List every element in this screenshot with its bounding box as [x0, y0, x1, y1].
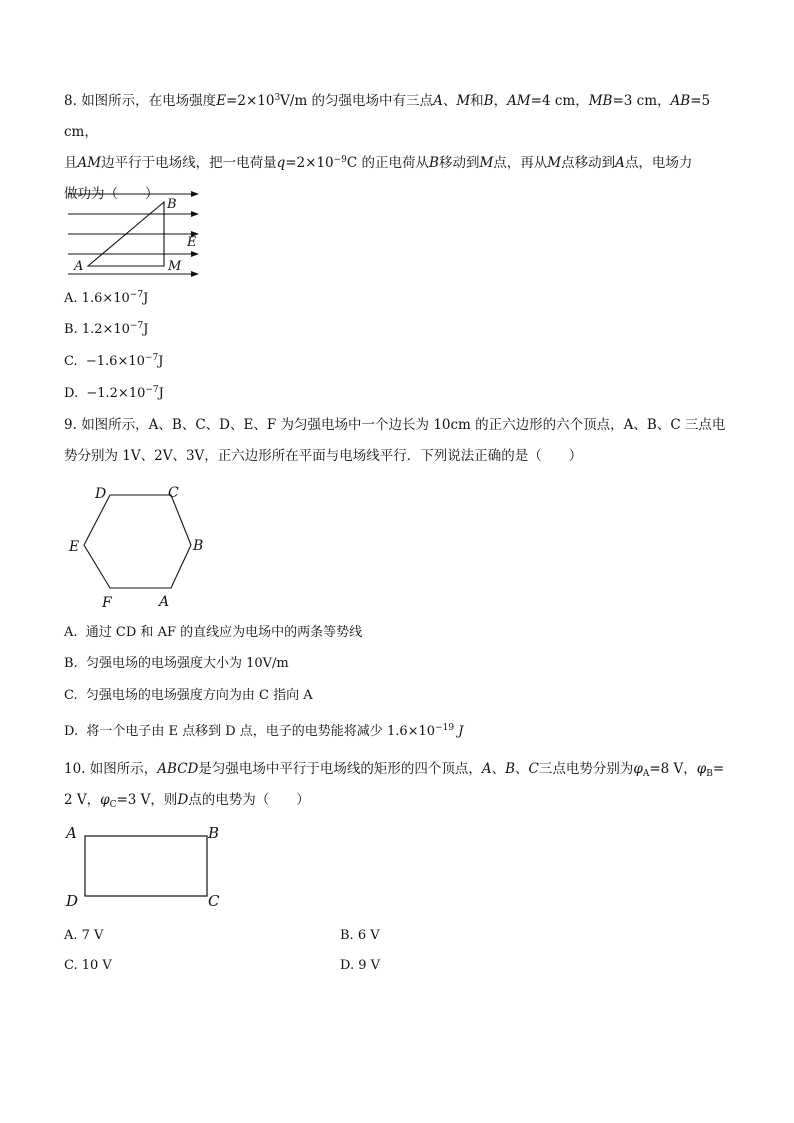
q10-var: φ: [633, 761, 643, 777]
label-e: E: [187, 235, 197, 250]
option-unit: J: [158, 354, 164, 369]
option-letter: B.: [64, 322, 78, 337]
q10-text-seg: 点的电势为（ ）: [188, 792, 310, 808]
q8-var: M: [547, 155, 562, 171]
q10-option-d[interactable]: [340, 956, 380, 976]
q10-subscript: B: [706, 769, 713, 779]
q8-text-seg: 点移动到: [561, 155, 616, 171]
option-exponent: −19: [435, 723, 455, 733]
q8-var: M: [456, 93, 471, 109]
q8-var: AB: [670, 93, 691, 109]
option-unit: J: [143, 322, 149, 337]
q8-var: MB: [588, 93, 613, 109]
label-a: A: [74, 259, 84, 274]
q8-text-seg: 点，电场力: [624, 155, 693, 171]
label-a: A: [66, 824, 77, 842]
question-number: 9.: [64, 417, 77, 433]
q10-var: φ: [696, 761, 707, 777]
label-a: A: [159, 594, 170, 610]
q8-text-seg: C 的正电荷从: [346, 155, 430, 171]
option-letter: D.: [64, 386, 79, 401]
label-m: M: [168, 259, 182, 274]
q10-text-seg: =: [712, 761, 725, 777]
hexagon: [84, 495, 191, 588]
q8-var: AM: [77, 155, 102, 171]
q8-field-figure: [60, 188, 210, 280]
option-value: 1.6×10: [81, 291, 130, 306]
q8-var: A: [615, 155, 625, 171]
q10-text-seg: 、: [491, 761, 506, 777]
q10-text-seg: 、: [515, 761, 529, 777]
label-e: E: [69, 539, 80, 555]
q10-var: ABCD: [157, 761, 199, 777]
q8-text-seg: =2×10: [226, 93, 275, 109]
option-text: B. 6 V: [340, 928, 380, 943]
label-c: C: [208, 892, 220, 910]
q9-option-a[interactable]: [64, 623, 362, 643]
q8-text-seg: 做功为（ ）: [64, 186, 159, 202]
q8-text-seg: V/m 的匀强电场中有三点: [280, 93, 434, 109]
option-value: −1.6×10: [85, 354, 145, 369]
option-value: −1.2×10: [86, 386, 146, 401]
option-text: 匀强电场的电场强度大小为 10V/m: [85, 656, 289, 671]
question-9-text: [64, 410, 744, 472]
q8-exponent: 3: [274, 93, 281, 103]
q10-var: φ: [100, 792, 110, 808]
q8-text-seg: =3 cm，: [612, 93, 671, 109]
q8-text-seg: 边平行于电场线，把一电荷量: [101, 155, 277, 171]
q8-option-a[interactable]: [64, 289, 148, 309]
q10-var: C: [528, 761, 539, 777]
q9-option-d[interactable]: [64, 722, 463, 742]
option-unit: J: [158, 386, 164, 401]
q10-text-seg: 三点电势分别为: [538, 761, 634, 777]
q8-text-seg: 且: [64, 155, 78, 171]
label-d: D: [95, 486, 107, 502]
q10-var: B: [505, 761, 516, 777]
option-text: A. 7 V: [64, 928, 104, 943]
option-letter: B.: [64, 656, 78, 671]
q8-var: A: [433, 93, 443, 109]
q8-text-seg: 和: [470, 93, 484, 109]
q9-line: 势分别为 1V、2V、3V，正六边形所在平面与电场线平行．下列说法正确的是（ ）: [64, 448, 583, 464]
label-b: B: [208, 824, 220, 842]
option-unit: J: [458, 724, 464, 739]
question-number: 8.: [64, 93, 77, 109]
q10-var: D: [177, 792, 189, 808]
option-text: D. 9 V: [340, 958, 381, 973]
q8-text-seg: 移动到: [438, 155, 480, 171]
option-exponent: −7: [129, 321, 144, 331]
q10-rectangle-figure: [62, 822, 232, 914]
q10-option-b[interactable]: [340, 926, 380, 946]
option-text: 将一个电子由 E 点移到 D 点，电子的电势能将减少: [86, 724, 383, 739]
q8-text-seg: ，: [493, 93, 508, 109]
option-letter: A.: [64, 291, 78, 306]
q10-option-c[interactable]: [64, 956, 112, 976]
q8-var: B: [429, 155, 439, 171]
q10-option-a[interactable]: [64, 926, 103, 946]
option-text: 通过 CD 和 AF 的直线应为电场中的两条等势线: [85, 625, 363, 640]
option-letter: D.: [64, 724, 79, 739]
q8-exponent: −9: [333, 155, 347, 165]
option-letter: A.: [64, 625, 78, 640]
option-letter: C.: [64, 688, 78, 703]
q8-var: M: [479, 155, 494, 171]
q8-text-seg: =2×10: [285, 155, 334, 171]
q10-text-seg: =3 V，则: [116, 792, 178, 808]
q8-text-seg: 如图所示，在电场强度: [81, 93, 217, 109]
q8-var: q: [276, 155, 286, 171]
question-number: 10.: [64, 761, 86, 777]
q9-option-c[interactable]: [64, 686, 313, 706]
q8-option-d[interactable]: [64, 384, 164, 404]
label-b: B: [167, 197, 177, 212]
q8-text-seg: 点，再从: [493, 155, 548, 171]
q10-text-seg: =8 V，: [649, 761, 697, 777]
q8-var: AM: [507, 93, 531, 109]
q10-subscript: A: [642, 769, 650, 779]
option-letter: C.: [64, 354, 78, 369]
option-value: 1.6×10: [386, 724, 436, 739]
label-b: B: [193, 538, 204, 554]
q8-option-c[interactable]: [64, 352, 163, 372]
q8-var: E: [216, 93, 227, 109]
option-value: 1.2×10: [81, 322, 130, 337]
q9-option-b[interactable]: [64, 654, 289, 674]
label-d: D: [66, 892, 79, 910]
option-unit: J: [143, 291, 149, 306]
label-c: C: [168, 485, 179, 501]
q8-text-seg: =5 cm，: [64, 93, 711, 140]
label-f: F: [102, 595, 112, 610]
rectangle-abcd: [85, 836, 207, 896]
q10-text-seg: 2 V，: [64, 792, 101, 808]
q10-text-seg: 是匀强电场中平行于电场线的矩形的四个顶点，: [198, 761, 482, 777]
q8-text-seg: 、: [442, 93, 457, 109]
option-text: 匀强电场的电场强度方向为由 C 指向 A: [85, 688, 313, 703]
option-exponent: −7: [144, 353, 159, 363]
q10-var: A: [481, 761, 492, 777]
option-text: C. 10 V: [64, 958, 112, 973]
q10-subscript: C: [109, 800, 117, 810]
option-exponent: −7: [145, 385, 159, 395]
question-10-text: [64, 754, 744, 816]
q8-var: B: [483, 93, 494, 109]
q9-line: 如图所示，A、B、C、D、E、F 为匀强电场中一个边长为 10cm 的正六边形的六个顶点，A、B、C 三点电: [81, 417, 726, 433]
q8-option-b[interactable]: [64, 320, 148, 340]
q8-text-seg: =4 cm，: [530, 93, 589, 109]
option-exponent: −7: [129, 290, 144, 300]
q10-text-seg: 如图所示，: [89, 761, 158, 777]
q9-hexagon-figure: [64, 480, 214, 610]
